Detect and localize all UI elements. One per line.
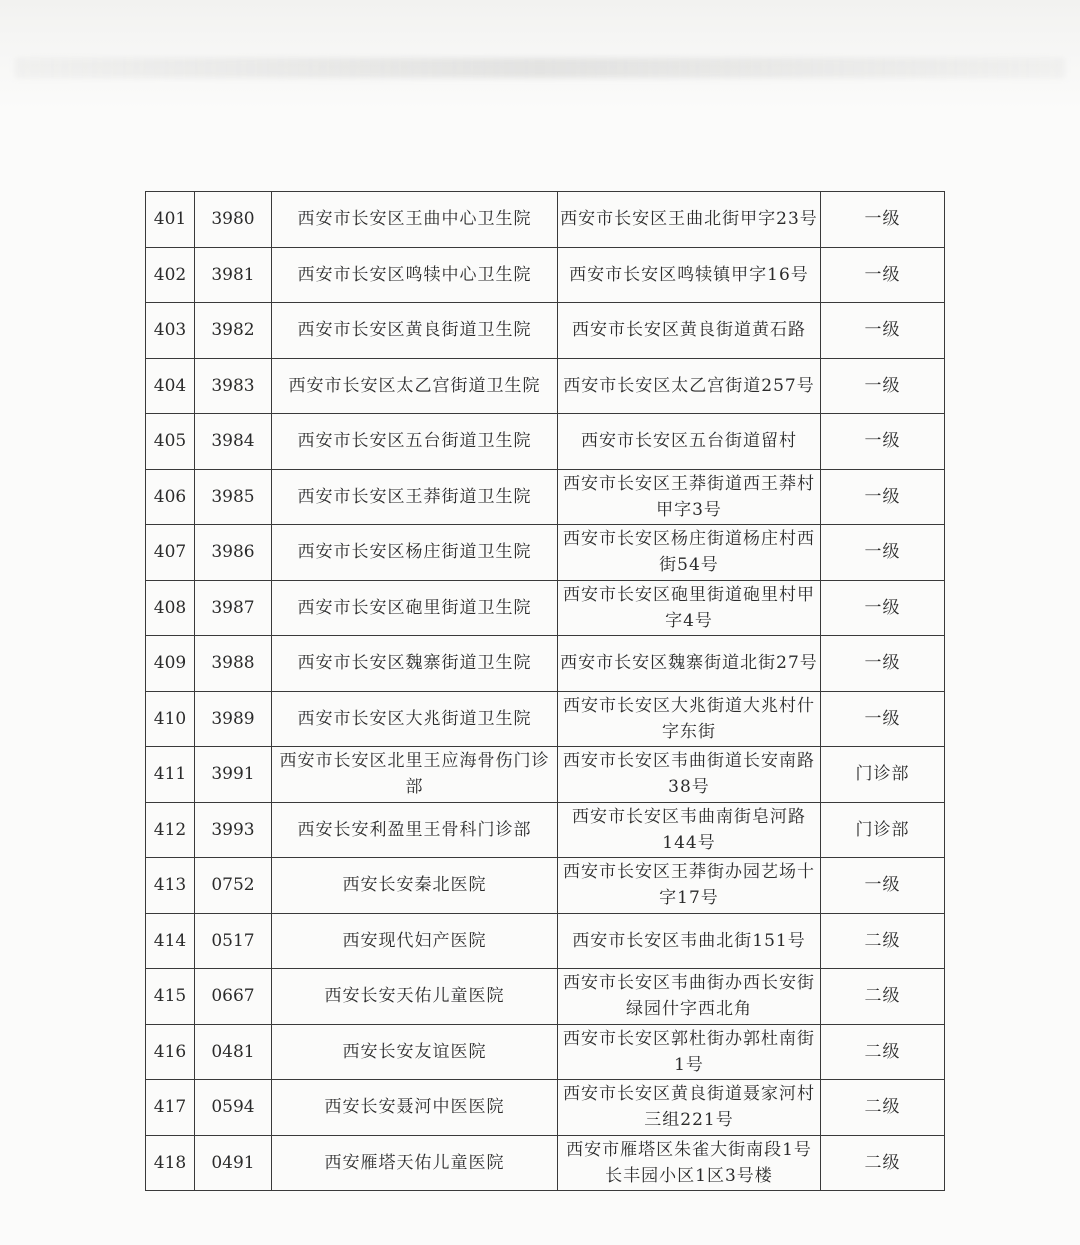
institution-level-cell: 一级 — [821, 303, 945, 359]
institution-address-cell: 西安市长安区大兆街道大兆村什字东街 — [558, 691, 821, 747]
row-number-cell: 404 — [146, 358, 195, 414]
row-number-cell: 402 — [146, 247, 195, 303]
institution-address-cell: 西安市长安区魏寨街道北街27号 — [558, 636, 821, 692]
institution-name-cell: 西安市长安区王曲中心卫生院 — [272, 192, 558, 248]
institution-level-cell: 一级 — [821, 580, 945, 636]
institution-code-cell: 3981 — [195, 247, 272, 303]
hospital-table — [145, 191, 945, 1191]
institution-address-cell: 西安市长安区韦曲南街皂河路144号 — [558, 802, 821, 858]
institution-name-cell: 西安长安聂河中医医院 — [272, 1080, 558, 1136]
row-number-cell: 408 — [146, 580, 195, 636]
row-number-cell: 418 — [146, 1135, 195, 1191]
institution-code-cell: 3991 — [195, 747, 272, 803]
institution-name-cell: 西安市长安区大兆街道卫生院 — [272, 691, 558, 747]
institution-name-cell: 西安市长安区五台街道卫生院 — [272, 414, 558, 470]
scan-artifact-band — [15, 58, 1065, 78]
institution-name-cell: 西安市长安区砲里街道卫生院 — [272, 580, 558, 636]
institution-name-cell: 西安雁塔天佑儿童医院 — [272, 1135, 558, 1191]
institution-level-cell: 一级 — [821, 247, 945, 303]
institution-code-cell: 0752 — [195, 858, 272, 914]
institution-address-cell: 西安市长安区郭杜街办郭杜南街1号 — [558, 1024, 821, 1080]
institution-code-cell: 3989 — [195, 691, 272, 747]
table-row — [146, 802, 945, 858]
institution-level-cell: 二级 — [821, 1024, 945, 1080]
row-number-cell: 403 — [146, 303, 195, 359]
institution-name-cell: 西安市长安区黄良街道卫生院 — [272, 303, 558, 359]
row-number-cell: 409 — [146, 636, 195, 692]
institution-address-cell: 西安市长安区砲里街道砲里村甲字4号 — [558, 580, 821, 636]
institution-code-cell: 3988 — [195, 636, 272, 692]
institution-level-cell: 二级 — [821, 913, 945, 969]
institution-name-cell: 西安长安天佑儿童医院 — [272, 969, 558, 1025]
table-row — [146, 303, 945, 359]
table-row — [146, 414, 945, 470]
institution-address-cell: 西安市长安区黄良街道黄石路 — [558, 303, 821, 359]
institution-address-cell: 西安市雁塔区朱雀大街南段1号长丰园小区1区3号楼 — [558, 1135, 821, 1191]
institution-code-cell: 0594 — [195, 1080, 272, 1136]
table-row — [146, 1024, 945, 1080]
institution-level-cell: 一级 — [821, 192, 945, 248]
table-row — [146, 691, 945, 747]
institution-address-cell: 西安市长安区韦曲街道长安南路38号 — [558, 747, 821, 803]
institution-name-cell: 西安市长安区太乙宫街道卫生院 — [272, 358, 558, 414]
institution-code-cell: 3984 — [195, 414, 272, 470]
institution-address-cell: 西安市长安区王莽街道西王莽村甲字3号 — [558, 469, 821, 525]
institution-level-cell: 一级 — [821, 858, 945, 914]
institution-level-cell: 一级 — [821, 358, 945, 414]
table-row — [146, 247, 945, 303]
institution-level-cell: 门诊部 — [821, 802, 945, 858]
row-number-cell: 406 — [146, 469, 195, 525]
row-number-cell: 407 — [146, 525, 195, 581]
institution-address-cell: 西安市长安区五台街道留村 — [558, 414, 821, 470]
row-number-cell: 417 — [146, 1080, 195, 1136]
institution-name-cell: 西安长安友谊医院 — [272, 1024, 558, 1080]
institution-code-cell: 0491 — [195, 1135, 272, 1191]
institution-level-cell: 一级 — [821, 636, 945, 692]
table-row — [146, 636, 945, 692]
institution-name-cell: 西安长安秦北医院 — [272, 858, 558, 914]
row-number-cell: 413 — [146, 858, 195, 914]
row-number-cell: 411 — [146, 747, 195, 803]
row-number-cell: 410 — [146, 691, 195, 747]
institution-name-cell: 西安市长安区鸣犊中心卫生院 — [272, 247, 558, 303]
institution-name-cell: 西安市长安区王莽街道卫生院 — [272, 469, 558, 525]
institution-code-cell: 3985 — [195, 469, 272, 525]
institution-name-cell: 西安市长安区北里王应海骨伤门诊部 — [272, 747, 558, 803]
row-number-cell: 405 — [146, 414, 195, 470]
table-row — [146, 1080, 945, 1136]
institution-code-cell: 0481 — [195, 1024, 272, 1080]
institution-name-cell: 西安长安利盈里王骨科门诊部 — [272, 802, 558, 858]
row-number-cell: 401 — [146, 192, 195, 248]
institution-code-cell: 3980 — [195, 192, 272, 248]
institution-level-cell: 一级 — [821, 525, 945, 581]
institution-address-cell: 西安市长安区黄良街道聂家河村三组221号 — [558, 1080, 821, 1136]
institution-code-cell: 3987 — [195, 580, 272, 636]
institution-code-cell: 3982 — [195, 303, 272, 359]
institution-address-cell: 西安市长安区王曲北街甲字23号 — [558, 192, 821, 248]
institution-address-cell: 西安市长安区王莽街办园艺场十字17号 — [558, 858, 821, 914]
institution-name-cell: 西安市长安区魏寨街道卫生院 — [272, 636, 558, 692]
table-body — [146, 192, 945, 1191]
row-number-cell: 415 — [146, 969, 195, 1025]
institution-address-cell: 西安市长安区鸣犊镇甲字16号 — [558, 247, 821, 303]
table-row — [146, 358, 945, 414]
institution-address-cell: 西安市长安区杨庄街道杨庄村西街54号 — [558, 525, 821, 581]
table-row — [146, 1135, 945, 1191]
institution-level-cell: 一级 — [821, 469, 945, 525]
row-number-cell: 412 — [146, 802, 195, 858]
table-row — [146, 580, 945, 636]
institution-level-cell: 一级 — [821, 691, 945, 747]
institution-code-cell: 0517 — [195, 913, 272, 969]
institution-code-cell: 0667 — [195, 969, 272, 1025]
row-number-cell: 414 — [146, 913, 195, 969]
institution-code-cell: 3986 — [195, 525, 272, 581]
table-row — [146, 469, 945, 525]
table-row — [146, 747, 945, 803]
institution-level-cell: 二级 — [821, 969, 945, 1025]
institution-address-cell: 西安市长安区韦曲北街151号 — [558, 913, 821, 969]
row-number-cell: 416 — [146, 1024, 195, 1080]
institution-name-cell: 西安市长安区杨庄街道卫生院 — [272, 525, 558, 581]
table-row — [146, 525, 945, 581]
table-row — [146, 858, 945, 914]
table-row — [146, 969, 945, 1025]
table-row — [146, 913, 945, 969]
institution-level-cell: 门诊部 — [821, 747, 945, 803]
institution-code-cell: 3983 — [195, 358, 272, 414]
institution-level-cell: 一级 — [821, 414, 945, 470]
institution-code-cell: 3993 — [195, 802, 272, 858]
institution-name-cell: 西安现代妇产医院 — [272, 913, 558, 969]
page-top-shadow — [0, 0, 1080, 110]
institution-level-cell: 二级 — [821, 1135, 945, 1191]
institution-address-cell: 西安市长安区韦曲街办西长安街绿园什字西北角 — [558, 969, 821, 1025]
institution-address-cell: 西安市长安区太乙宫街道257号 — [558, 358, 821, 414]
table-row — [146, 192, 945, 248]
institution-level-cell: 二级 — [821, 1080, 945, 1136]
